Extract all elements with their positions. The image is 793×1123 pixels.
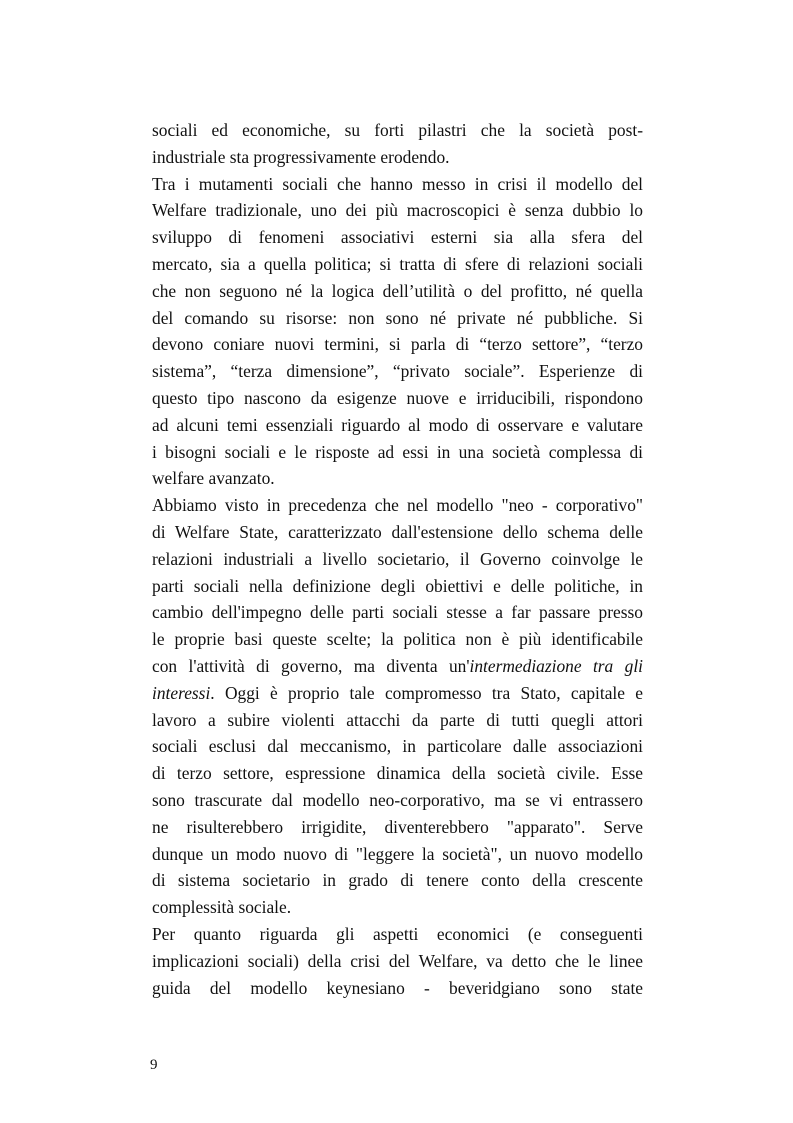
text-line: lavoro a subire violenti attacchi da parte di tutti quegli attori (152, 709, 643, 730)
text-line: sono trascurate dal modello neo-corporativo, ma se vi entrassero (152, 789, 643, 810)
text-line: mercato, sia a quella politica; si tratta di sfere di relazioni sociali (152, 253, 643, 274)
body-text (152, 117, 643, 1001)
text-line: industriale sta progressivamente erodendo. (152, 146, 450, 167)
text-segment: . Oggi è proprio tale compromesso tra Stato, capitale e (210, 682, 643, 703)
italic-phrase-end: interessi (152, 682, 211, 703)
text-line: sociali esclusi dal meccanismo, in particolare dalle associazioni (152, 736, 643, 757)
text-line-with-italic (152, 653, 643, 680)
text-line: complessità sociale. (152, 897, 292, 918)
text-line: di terzo settore, espressione dinamica della società civile. Esse (152, 763, 643, 784)
text-line: Tra i mutamenti sociali che hanno messo in crisi il modello del (152, 173, 643, 194)
text-line: Abbiamo visto in precedenza che nel modello "neo - corporativo" (152, 495, 643, 516)
text-line: guida del modello keynesiano - beveridgiano sono state (152, 977, 643, 998)
text-line: welfare avanzato. (152, 468, 275, 489)
text-line: questo tipo nascono da esigenze nuove e irriducibili, rispondono (152, 387, 643, 408)
text-line: i bisogni sociali e le risposte ad essi in una società complessa di (152, 441, 643, 462)
italic-phrase: intermediazione tra gli (469, 655, 643, 676)
paragraph-3 (152, 492, 643, 921)
text-line: le proprie basi queste scelte; la politica non è più identificabile (152, 629, 643, 650)
paragraph-1 (152, 117, 643, 171)
text-line: relazioni industriali a livello societario, il Governo coinvolge le (152, 548, 643, 569)
paragraph-2 (152, 171, 643, 493)
page-number: 9 (150, 1057, 158, 1073)
text-line: sistema”, “terza dimensione”, “privato sociale”. Esperienze di (152, 361, 643, 382)
text-segment: con l'attività di governo, ma diventa un' (152, 655, 470, 676)
text-line: cambio dell'impegno delle parti sociali stesse a far passare presso (152, 602, 643, 623)
text-line: dunque un modo nuovo di "leggere la società", un nuovo modello (152, 843, 643, 864)
text-line: parti sociali nella definizione degli obiettivi e delle politiche, in (152, 575, 643, 596)
text-line: sociali ed economiche, su forti pilastri che la società post- (152, 120, 643, 140)
text-line: del comando su risorse: non sono né private né pubbliche. Si (152, 307, 643, 328)
text-line: devono coniare nuovi termini, si parla di “terzo settore”, “terzo (152, 334, 643, 355)
text-line: ne risulterebbero irrigidite, diventerebbero "apparato". Serve (152, 816, 643, 837)
text-line: ad alcuni temi essenziali riguardo al modo di osservare e valutare (152, 414, 643, 435)
text-line: implicazioni sociali) della crisi del Welfare, va detto che le linee (152, 950, 643, 971)
text-line: di sistema societario in grado di tenere conto della crescente (152, 870, 643, 891)
text-line: di Welfare State, caratterizzato dall'estensione dello schema delle (152, 521, 643, 542)
text-line: sviluppo di fenomeni associativi esterni sia alla sfera del (152, 227, 643, 248)
text-line-with-italic (152, 680, 643, 707)
text-line: che non seguono né la logica dell’utilità o del profitto, né quella (152, 280, 643, 301)
text-line: Per quanto riguarda gli aspetti economici (e conseguenti (152, 923, 643, 944)
paragraph-4 (152, 921, 643, 1001)
text-line: Welfare tradizionale, uno dei più macroscopici è senza dubbio lo (152, 200, 643, 221)
